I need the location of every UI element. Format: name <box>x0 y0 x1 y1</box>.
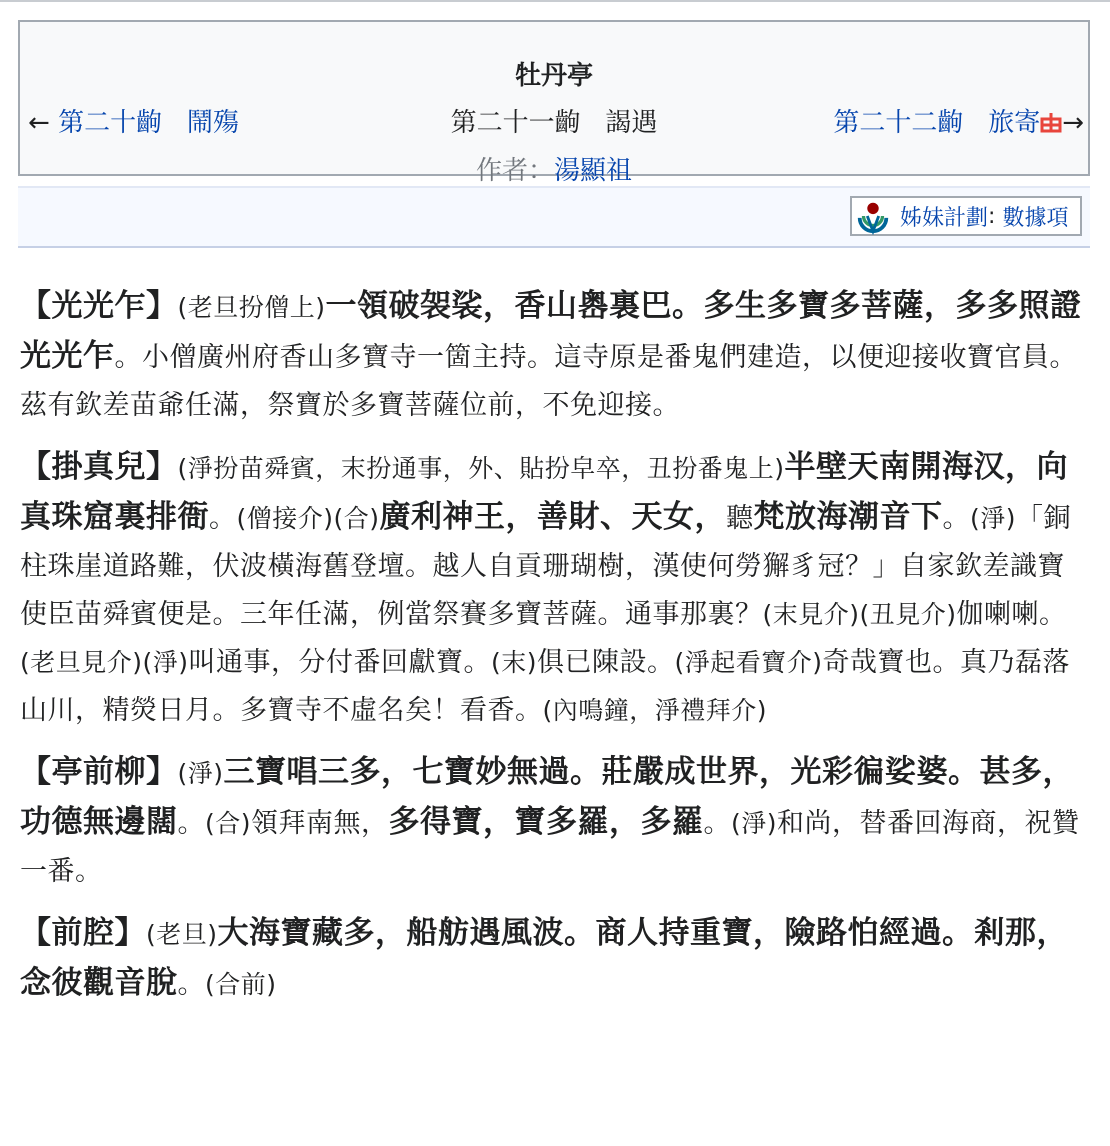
spoken-text: 。小僧廣州府香山多寶寺一箇主持。這寺原是番鬼們建造，以便迎接收寶官員。茲有欽差苗爺任滿，祭寶於多寶菩薩位前，不免迎接。 <box>20 342 1077 421</box>
stage-direction: (末見介)(丑見介) <box>762 600 957 629</box>
spoken-text: 「銅柱珠崖道路難，伏波橫海舊登壇。越人自貢珊瑚樹，漢使何勞獬豸冠？」自家欽差識寶使臣苗舜賓便是。三年任滿，例當祭賽多寶菩薩。通事那裏？ <box>20 503 1072 630</box>
author-label: 作者： <box>475 156 554 186</box>
qupai-title: 【前腔】 <box>20 915 146 951</box>
spoken-text: 奇哉寶也。真乃磊落山川，精熒日月。多寶寺不虛名矣！看香。 <box>20 647 1071 726</box>
current-chapter-number: 第二十一齣 <box>450 108 581 138</box>
sister-colon: : <box>988 203 996 229</box>
stage-direction: (老旦見介)(淨) <box>20 648 189 677</box>
wikidata-item-link[interactable]: 數據項 <box>1002 205 1069 231</box>
spoken-text: 聽 <box>726 503 754 534</box>
sung-lyric: 廣利神王，善財、天女， <box>379 499 727 535</box>
spoken-text: 和尚，替番回海商，祝贊一番。 <box>20 808 1080 887</box>
author-line <box>20 150 1088 187</box>
play-text <box>20 282 1090 1022</box>
header-box <box>18 20 1090 186</box>
prev-chapter-title-link[interactable]: 鬧殤 <box>186 108 239 138</box>
sung-lyric: 多得寶，寶多羅，多羅 <box>388 804 704 840</box>
work-title[interactable]: 牡丹亭 <box>514 61 593 91</box>
external-link-icon <box>1040 110 1062 140</box>
text-paragraph <box>20 748 1090 896</box>
stage-direction: (老旦扮僧上) <box>177 293 326 322</box>
spoken-text: 。 <box>177 808 205 839</box>
sung-lyric: 一領破袈裟，香山嶴裏巴。多生多寶多菩薩，多多照證光光乍 <box>20 288 1082 374</box>
sung-lyric: 三寶唱三多，七寶妙無過。莊嚴成世界，光彩徧娑婆。甚多，功德無邊闊 <box>20 754 1075 840</box>
wikimedia-logo-icon <box>854 197 892 235</box>
stage-direction: (僧接介)(合) <box>236 504 380 533</box>
next-chapter-link[interactable]: 第二十二齣 <box>833 108 964 138</box>
spoken-text: 俱已陳設。 <box>537 647 675 678</box>
stage-direction: (淨起看寶介) <box>674 648 823 677</box>
next-chapter-title-link[interactable]: 旅寄 <box>988 108 1041 138</box>
top-border <box>0 0 1110 2</box>
next-chapter-nav <box>833 102 1084 139</box>
spoken-text: 。 <box>209 503 237 534</box>
spoken-text: 領拜南無， <box>251 808 389 839</box>
sister-projects-link[interactable]: 姊妹計劃 <box>900 205 989 231</box>
stage-direction: (合前) <box>205 970 277 999</box>
stage-direction: (老旦) <box>146 920 218 949</box>
current-chapter-title: 謁遇 <box>605 108 658 138</box>
stage-direction: (淨) <box>177 759 224 788</box>
qupai-title: 【亭前柳】 <box>20 754 178 790</box>
stage-direction: (合) <box>205 809 252 838</box>
sung-lyric: 半壁天南開海汉，向真珠窟裏排衙 <box>20 449 1069 535</box>
spoken-text: 叫通事，分付番回獻寶。 <box>188 647 492 678</box>
stage-direction: (淨) <box>731 809 778 838</box>
author-link[interactable]: 湯顯祖 <box>554 156 633 186</box>
text-paragraph <box>20 909 1090 1009</box>
spoken-text: 伽喇喇。 <box>956 599 1067 630</box>
sister-projects-box <box>850 196 1082 236</box>
left-arrow-icon: ← <box>28 108 50 138</box>
stage-direction: (末) <box>491 648 538 677</box>
spoken-text: 。 <box>703 808 732 839</box>
qupai-title: 【掛真兒】 <box>20 449 178 485</box>
chapter-navigation <box>20 102 1088 138</box>
sung-lyric: 大海寶藏多，船舫遇風波。商人持重寶，險路怕經過。剎那，念彼觀音脫 <box>20 915 1069 1001</box>
stage-direction: (淨扮苗舜賓，末扮通事，外、貼扮皁卒，丑扮番鬼上) <box>177 454 785 483</box>
qupai-title: 【光光乍】 <box>20 288 178 324</box>
spoken-text: 。 <box>177 969 205 1000</box>
stage-direction: (淨) <box>970 504 1017 533</box>
sung-lyric: 梵放海潮音下 <box>753 499 943 535</box>
prev-chapter-link[interactable]: 第二十齣 <box>58 108 163 138</box>
text-paragraph <box>20 443 1090 735</box>
right-arrow-icon: → <box>1062 108 1084 138</box>
stage-direction: (內鳴鐘，淨禮拜介) <box>542 696 768 725</box>
sister-projects-bar <box>18 186 1090 248</box>
text-paragraph <box>20 282 1090 430</box>
spoken-text: 。 <box>942 503 971 534</box>
